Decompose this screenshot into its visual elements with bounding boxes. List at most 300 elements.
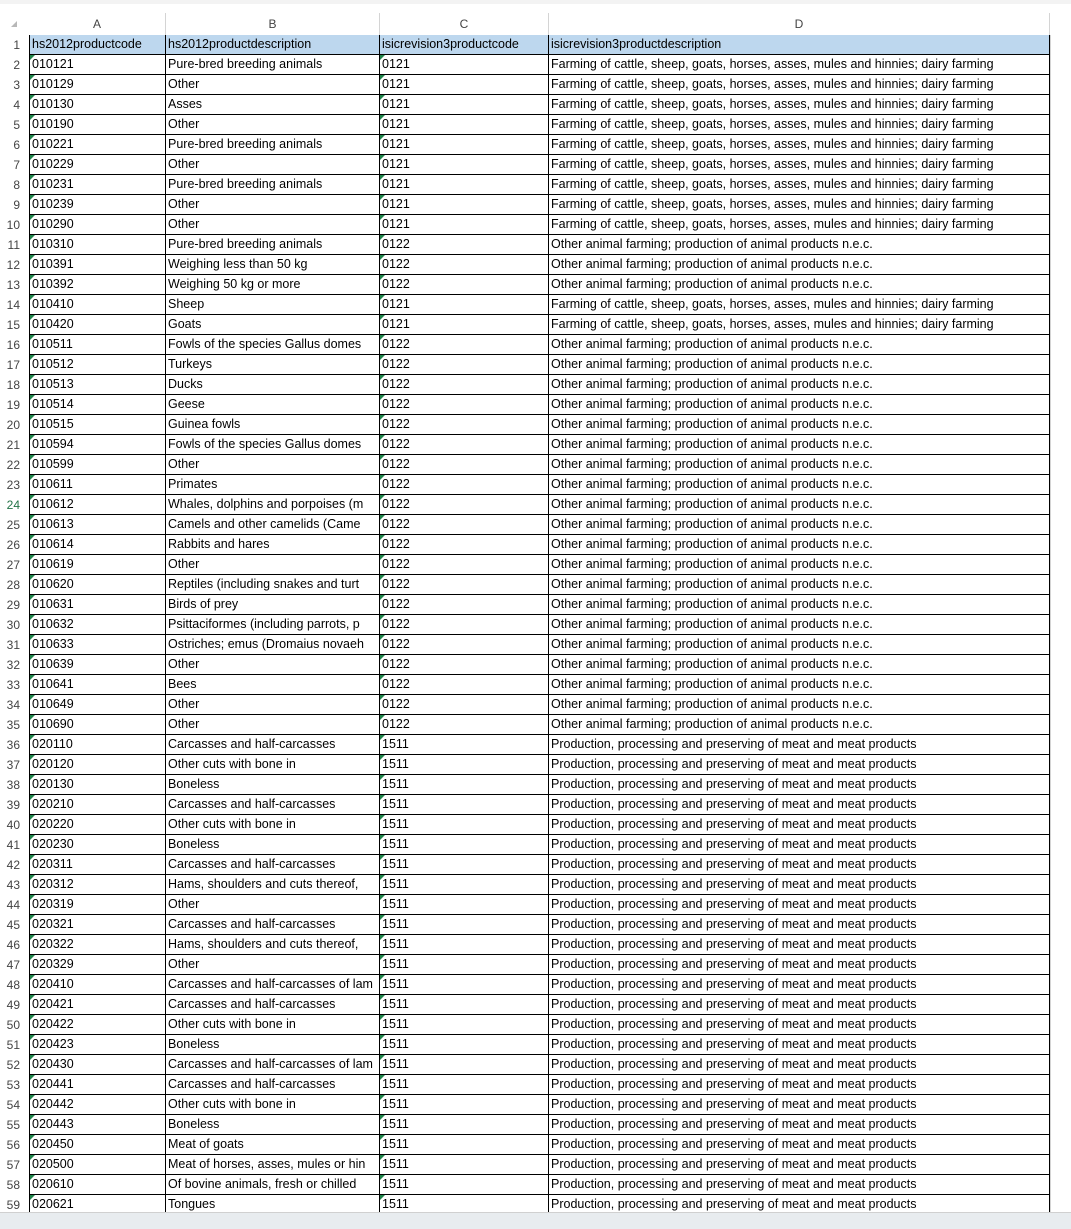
cell-d[interactable]	[549, 475, 1050, 495]
cell-c[interactable]	[380, 415, 549, 435]
cell-d[interactable]	[549, 715, 1050, 735]
cell-b[interactable]	[166, 735, 380, 755]
row-number[interactable]: 8	[0, 175, 28, 195]
cell-a[interactable]	[29, 115, 166, 135]
cell-d[interactable]	[549, 495, 1050, 515]
cell-d[interactable]	[549, 675, 1050, 695]
row-number[interactable]: 41	[0, 835, 28, 855]
row-number[interactable]: 25	[0, 515, 28, 535]
cell-d[interactable]	[549, 435, 1050, 455]
cell-c[interactable]	[380, 715, 549, 735]
cell-a[interactable]	[29, 295, 166, 315]
row-number[interactable]: 54	[0, 1095, 28, 1115]
row-number[interactable]: 37	[0, 755, 28, 775]
cell-a[interactable]	[29, 655, 166, 675]
row-number[interactable]: 19	[0, 395, 28, 415]
cell-c[interactable]	[380, 435, 549, 455]
cell-b[interactable]	[166, 495, 380, 515]
cell-d[interactable]	[549, 655, 1050, 675]
cell-b[interactable]	[166, 155, 380, 175]
cell-b[interactable]	[166, 315, 380, 335]
cell-c[interactable]	[380, 975, 549, 995]
cell-b[interactable]	[166, 455, 380, 475]
cell-b[interactable]	[166, 335, 380, 355]
cell-d[interactable]	[549, 1195, 1050, 1212]
cell-c[interactable]	[380, 1115, 549, 1135]
cell-b[interactable]	[166, 535, 380, 555]
cell-c[interactable]	[380, 475, 549, 495]
cell-c[interactable]	[380, 1175, 549, 1195]
cell-c[interactable]	[380, 915, 549, 935]
row-number[interactable]: 12	[0, 255, 28, 275]
cell-a[interactable]	[29, 815, 166, 835]
cell-d[interactable]	[549, 275, 1050, 295]
cell-c[interactable]	[380, 995, 549, 1015]
cell-a[interactable]	[29, 615, 166, 635]
cell-a[interactable]	[29, 275, 166, 295]
cell-b[interactable]	[166, 555, 380, 575]
cell-a[interactable]	[29, 575, 166, 595]
cell-a[interactable]	[29, 1195, 166, 1212]
cell-d[interactable]	[549, 1155, 1050, 1175]
cell-b[interactable]	[166, 575, 380, 595]
row-number[interactable]: 44	[0, 895, 28, 915]
cell-a[interactable]	[29, 75, 166, 95]
cell-d[interactable]	[549, 1115, 1050, 1135]
cell-b[interactable]	[166, 875, 380, 895]
cell-c[interactable]	[380, 1195, 549, 1212]
cell-b[interactable]	[166, 955, 380, 975]
cell-d[interactable]	[549, 855, 1050, 875]
cell-c[interactable]	[380, 1055, 549, 1075]
row-number[interactable]: 6	[0, 135, 28, 155]
cell-a[interactable]	[29, 635, 166, 655]
cell-c[interactable]	[380, 275, 549, 295]
cell-c[interactable]	[380, 235, 549, 255]
cell-b[interactable]	[166, 835, 380, 855]
cell-c[interactable]	[380, 75, 549, 95]
cell-d[interactable]	[549, 135, 1050, 155]
cell-d[interactable]	[549, 695, 1050, 715]
row-number[interactable]: 42	[0, 855, 28, 875]
cell-a[interactable]	[29, 435, 166, 455]
cell-c[interactable]	[380, 695, 549, 715]
row-number[interactable]: 30	[0, 615, 28, 635]
cell-a[interactable]	[29, 475, 166, 495]
cell-d[interactable]	[549, 835, 1050, 855]
cell-b[interactable]	[166, 1135, 380, 1155]
cell-c[interactable]	[380, 595, 549, 615]
row-number[interactable]: 48	[0, 975, 28, 995]
cell-c[interactable]	[380, 155, 549, 175]
cell-b[interactable]	[166, 1195, 380, 1212]
cell-d[interactable]	[549, 415, 1050, 435]
cell-c[interactable]	[380, 95, 549, 115]
cell-d[interactable]	[549, 875, 1050, 895]
cell-c[interactable]	[380, 395, 549, 415]
cell-d[interactable]	[549, 635, 1050, 655]
cell-b[interactable]	[166, 755, 380, 775]
cell-a[interactable]	[29, 155, 166, 175]
row-number[interactable]: 20	[0, 415, 28, 435]
cell-b[interactable]	[166, 995, 380, 1015]
cell-d[interactable]	[549, 55, 1050, 75]
cell-a[interactable]	[29, 375, 166, 395]
cell-b[interactable]	[166, 1155, 380, 1175]
row-number[interactable]: 4	[0, 95, 28, 115]
cell-d[interactable]	[549, 735, 1050, 755]
column-header-b[interactable]: B	[166, 13, 380, 35]
cell-b[interactable]	[166, 255, 380, 275]
row-number[interactable]: 52	[0, 1055, 28, 1075]
cell-d[interactable]	[549, 955, 1050, 975]
cell-b[interactable]	[166, 635, 380, 655]
cell-b[interactable]	[166, 1055, 380, 1075]
cell-c[interactable]	[380, 775, 549, 795]
cell-b[interactable]	[166, 915, 380, 935]
row-number[interactable]: 35	[0, 715, 28, 735]
row-number[interactable]: 11	[0, 235, 28, 255]
cell-d[interactable]	[549, 455, 1050, 475]
cell-c[interactable]	[380, 195, 549, 215]
cell-c[interactable]	[380, 875, 549, 895]
row-number[interactable]: 22	[0, 455, 28, 475]
cell-a[interactable]	[29, 215, 166, 235]
cell-a[interactable]	[29, 935, 166, 955]
cell-c[interactable]	[380, 795, 549, 815]
cell-a[interactable]	[29, 255, 166, 275]
row-number[interactable]: 56	[0, 1135, 28, 1155]
cell-c[interactable]	[380, 115, 549, 135]
cell-d[interactable]	[549, 335, 1050, 355]
row-number[interactable]: 26	[0, 535, 28, 555]
cell-b[interactable]	[166, 1175, 380, 1195]
cell-a[interactable]	[29, 135, 166, 155]
cell-a[interactable]	[29, 335, 166, 355]
row-number[interactable]: 40	[0, 815, 28, 835]
cell-b[interactable]	[166, 655, 380, 675]
cell-a[interactable]	[29, 1095, 166, 1115]
cell-d[interactable]	[549, 95, 1050, 115]
cell-d[interactable]	[549, 895, 1050, 915]
cell-d[interactable]	[549, 775, 1050, 795]
row-number[interactable]: 18	[0, 375, 28, 395]
row-number[interactable]: 7	[0, 155, 28, 175]
cell-d[interactable]	[549, 75, 1050, 95]
cell-c[interactable]	[380, 935, 549, 955]
cell-c[interactable]	[380, 455, 549, 475]
row-number[interactable]: 38	[0, 775, 28, 795]
row-number[interactable]: 45	[0, 915, 28, 935]
cell-a[interactable]	[29, 455, 166, 475]
row-number[interactable]: 24	[0, 495, 28, 515]
cell-a[interactable]	[29, 555, 166, 575]
cell-b[interactable]	[166, 595, 380, 615]
cell-c[interactable]	[380, 135, 549, 155]
cell-c[interactable]	[380, 735, 549, 755]
column-header-a[interactable]: A	[29, 13, 166, 35]
cell-a[interactable]	[29, 715, 166, 735]
cell-a[interactable]	[29, 355, 166, 375]
row-number[interactable]: 39	[0, 795, 28, 815]
row-number[interactable]: 36	[0, 735, 28, 755]
row-number[interactable]: 47	[0, 955, 28, 975]
cell-b[interactable]	[166, 975, 380, 995]
cell-c[interactable]	[380, 575, 549, 595]
cell-c[interactable]	[380, 1035, 549, 1055]
cell-d[interactable]	[549, 535, 1050, 555]
cell-a[interactable]	[29, 415, 166, 435]
cell-d[interactable]	[549, 1095, 1050, 1115]
row-number[interactable]: 16	[0, 335, 28, 355]
cell-c[interactable]	[380, 335, 549, 355]
cell-a[interactable]	[29, 875, 166, 895]
cell-b[interactable]	[166, 1095, 380, 1115]
cell-d[interactable]	[549, 915, 1050, 935]
row-number[interactable]: 43	[0, 875, 28, 895]
cell-b[interactable]	[166, 1115, 380, 1135]
cell-a[interactable]	[29, 95, 166, 115]
cell-a[interactable]	[29, 1015, 166, 1035]
cell-b[interactable]	[166, 1035, 380, 1055]
cell-c[interactable]	[380, 255, 549, 275]
cell-d[interactable]	[549, 795, 1050, 815]
cell-d[interactable]	[549, 115, 1050, 135]
cell-b[interactable]	[166, 815, 380, 835]
cell-a[interactable]	[29, 195, 166, 215]
cell-b[interactable]	[166, 475, 380, 495]
cell-c[interactable]	[380, 835, 549, 855]
row-number[interactable]: 1	[0, 35, 28, 55]
cell-d[interactable]	[549, 1015, 1050, 1035]
cell-b[interactable]	[166, 215, 380, 235]
cell-c[interactable]	[380, 495, 549, 515]
cell-c[interactable]	[380, 895, 549, 915]
cell-b[interactable]	[166, 235, 380, 255]
cell-b[interactable]	[166, 935, 380, 955]
cell-b[interactable]	[166, 175, 380, 195]
cell-c[interactable]	[380, 315, 549, 335]
cell-b[interactable]	[166, 395, 380, 415]
cell-d[interactable]	[549, 155, 1050, 175]
cell-b[interactable]	[166, 75, 380, 95]
cell-a[interactable]	[29, 1075, 166, 1095]
cell-a[interactable]	[29, 175, 166, 195]
cell-b[interactable]	[166, 435, 380, 455]
cell-b[interactable]	[166, 855, 380, 875]
cell-a[interactable]	[29, 395, 166, 415]
cell-b[interactable]	[166, 795, 380, 815]
cell-b[interactable]	[166, 715, 380, 735]
cell-c[interactable]	[380, 375, 549, 395]
row-number[interactable]: 23	[0, 475, 28, 495]
cell-b[interactable]	[166, 895, 380, 915]
row-number[interactable]: 59	[0, 1195, 28, 1212]
row-number[interactable]: 58	[0, 1175, 28, 1195]
cell-c[interactable]	[380, 855, 549, 875]
cell-a[interactable]	[29, 1135, 166, 1155]
cell-b[interactable]	[166, 1015, 380, 1035]
row-number[interactable]: 14	[0, 295, 28, 315]
cell-c[interactable]	[380, 955, 549, 975]
cell-a[interactable]	[29, 795, 166, 815]
cell-b[interactable]	[166, 775, 380, 795]
cell-d[interactable]	[549, 355, 1050, 375]
cell-b1[interactable]: hs2012productdescription	[166, 35, 380, 55]
cell-a[interactable]	[29, 515, 166, 535]
cell-d[interactable]	[549, 935, 1050, 955]
row-number[interactable]: 32	[0, 655, 28, 675]
cell-c[interactable]	[380, 1015, 549, 1035]
row-number[interactable]: 53	[0, 1075, 28, 1095]
cell-a[interactable]	[29, 915, 166, 935]
cell-d[interactable]	[549, 1075, 1050, 1095]
cell-b[interactable]	[166, 375, 380, 395]
row-number[interactable]: 46	[0, 935, 28, 955]
row-number[interactable]: 29	[0, 595, 28, 615]
cell-b[interactable]	[166, 135, 380, 155]
cell-b[interactable]	[166, 295, 380, 315]
cell-d[interactable]	[549, 395, 1050, 415]
cell-d[interactable]	[549, 1175, 1050, 1195]
cell-b[interactable]	[166, 115, 380, 135]
cell-c[interactable]	[380, 815, 549, 835]
cell-b[interactable]	[166, 1075, 380, 1095]
cell-a[interactable]	[29, 495, 166, 515]
row-number[interactable]: 34	[0, 695, 28, 715]
cell-b[interactable]	[166, 95, 380, 115]
cell-c[interactable]	[380, 515, 549, 535]
cell-d[interactable]	[549, 555, 1050, 575]
cell-c[interactable]	[380, 1155, 549, 1175]
cell-d[interactable]	[549, 595, 1050, 615]
cell-d[interactable]	[549, 1055, 1050, 1075]
cell-c1[interactable]: isicrevision3productcode	[380, 35, 549, 55]
cell-a[interactable]	[29, 835, 166, 855]
row-number[interactable]: 2	[0, 55, 28, 75]
row-number[interactable]: 33	[0, 675, 28, 695]
column-header-d[interactable]: D	[549, 13, 1050, 35]
row-number[interactable]: 49	[0, 995, 28, 1015]
cell-d[interactable]	[549, 1035, 1050, 1055]
row-number[interactable]: 31	[0, 635, 28, 655]
row-number[interactable]: 5	[0, 115, 28, 135]
cell-a[interactable]	[29, 695, 166, 715]
cell-d[interactable]	[549, 995, 1050, 1015]
cell-c[interactable]	[380, 655, 549, 675]
cell-a[interactable]	[29, 955, 166, 975]
cell-d[interactable]	[549, 255, 1050, 275]
cell-d[interactable]	[549, 515, 1050, 535]
cell-d[interactable]	[549, 615, 1050, 635]
row-number[interactable]: 13	[0, 275, 28, 295]
cell-d[interactable]	[549, 575, 1050, 595]
cell-a[interactable]	[29, 1055, 166, 1075]
cell-a[interactable]	[29, 315, 166, 335]
cell-c[interactable]	[380, 355, 549, 375]
cell-d[interactable]	[549, 755, 1050, 775]
cell-c[interactable]	[380, 1075, 549, 1095]
cell-c[interactable]	[380, 675, 549, 695]
cell-b[interactable]	[166, 355, 380, 375]
cell-a[interactable]	[29, 975, 166, 995]
cell-a[interactable]	[29, 595, 166, 615]
row-number[interactable]: 17	[0, 355, 28, 375]
cell-d[interactable]	[549, 195, 1050, 215]
cell-d[interactable]	[549, 175, 1050, 195]
cell-a[interactable]	[29, 1115, 166, 1135]
cell-c[interactable]	[380, 635, 549, 655]
cell-d[interactable]	[549, 215, 1050, 235]
cell-c[interactable]	[380, 1095, 549, 1115]
row-number[interactable]: 50	[0, 1015, 28, 1035]
row-number[interactable]: 10	[0, 215, 28, 235]
row-number[interactable]: 3	[0, 75, 28, 95]
cell-c[interactable]	[380, 615, 549, 635]
cell-a[interactable]	[29, 995, 166, 1015]
cell-a1[interactable]: hs2012productcode	[29, 35, 166, 55]
cell-a[interactable]	[29, 675, 166, 695]
cell-b[interactable]	[166, 675, 380, 695]
cell-a[interactable]	[29, 535, 166, 555]
row-number[interactable]: 27	[0, 555, 28, 575]
cell-d[interactable]	[549, 1135, 1050, 1155]
cell-a[interactable]	[29, 235, 166, 255]
cell-a[interactable]	[29, 755, 166, 775]
cell-b[interactable]	[166, 695, 380, 715]
cell-c[interactable]	[380, 555, 549, 575]
row-number[interactable]: 9	[0, 195, 28, 215]
cell-b[interactable]	[166, 195, 380, 215]
cell-a[interactable]	[29, 895, 166, 915]
cell-a[interactable]	[29, 55, 166, 75]
cell-d[interactable]	[549, 295, 1050, 315]
row-number[interactable]: 55	[0, 1115, 28, 1135]
cell-a[interactable]	[29, 775, 166, 795]
cell-d[interactable]	[549, 235, 1050, 255]
cell-d[interactable]	[549, 315, 1050, 335]
cell-b[interactable]	[166, 615, 380, 635]
cell-c[interactable]	[380, 295, 549, 315]
cell-c[interactable]	[380, 1135, 549, 1155]
row-number[interactable]: 57	[0, 1155, 28, 1175]
cell-d[interactable]	[549, 375, 1050, 395]
select-all-button[interactable]	[0, 13, 28, 35]
row-number[interactable]: 51	[0, 1035, 28, 1055]
cell-c[interactable]	[380, 55, 549, 75]
cell-a[interactable]	[29, 855, 166, 875]
cell-a[interactable]	[29, 1035, 166, 1055]
row-number[interactable]: 21	[0, 435, 28, 455]
column-header-c[interactable]: C	[380, 13, 549, 35]
cell-a[interactable]	[29, 735, 166, 755]
cell-b[interactable]	[166, 55, 380, 75]
cell-d1[interactable]: isicrevision3productdescription	[549, 35, 1050, 55]
cell-b[interactable]	[166, 415, 380, 435]
cell-b[interactable]	[166, 515, 380, 535]
cell-d[interactable]	[549, 815, 1050, 835]
cell-c[interactable]	[380, 215, 549, 235]
cell-a[interactable]	[29, 1155, 166, 1175]
cell-d[interactable]	[549, 975, 1050, 995]
cell-c[interactable]	[380, 535, 549, 555]
cell-b[interactable]	[166, 275, 380, 295]
row-number[interactable]: 28	[0, 575, 28, 595]
cell-c[interactable]	[380, 175, 549, 195]
row-number[interactable]: 15	[0, 315, 28, 335]
cell-a[interactable]	[29, 1175, 166, 1195]
cell-c[interactable]	[380, 755, 549, 775]
